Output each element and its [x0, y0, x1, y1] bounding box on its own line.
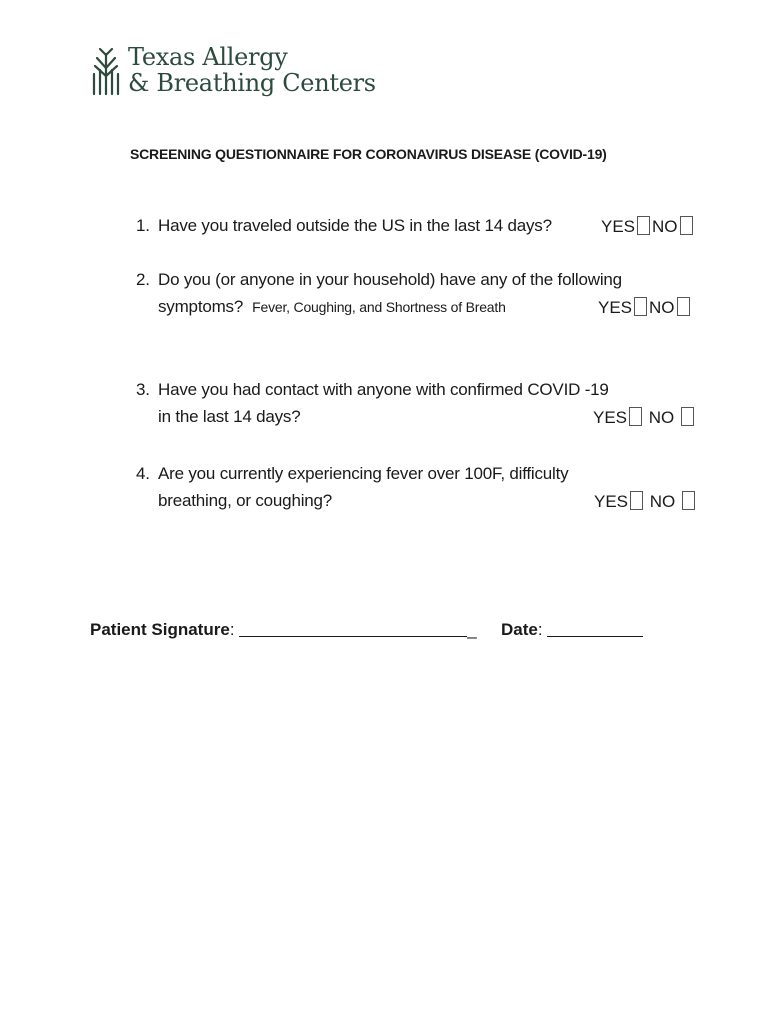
date	[501, 620, 643, 640]
yes-label: YES	[594, 492, 629, 511]
logo-wheat-icon	[90, 46, 122, 96]
question-3-answers	[593, 407, 696, 428]
question-text-line-2: in the last 14 days?	[158, 407, 301, 426]
question-text-line-2	[158, 293, 506, 321]
question-1-answers	[601, 216, 695, 237]
date-label: Date	[501, 620, 538, 639]
logo-line-2: & Breathing Centers	[128, 69, 376, 97]
symptom-list: Fever, Coughing, and Shortness of Breath	[252, 299, 506, 315]
no-checkbox[interactable]	[680, 216, 693, 235]
yes-checkbox[interactable]	[630, 491, 643, 510]
date-line[interactable]	[547, 620, 643, 637]
patient-signature	[90, 620, 477, 640]
question-text: Are you currently experiencing fever over 100F, difficulty	[158, 464, 569, 483]
question-text-line-2: breathing, or coughing?	[158, 491, 333, 510]
no-label: NO	[652, 217, 678, 236]
question-number: 4.	[136, 464, 150, 483]
question-number: 2.	[136, 270, 150, 289]
question-text: Have you had contact with anyone with confirmed COVID -19	[158, 380, 609, 399]
no-label: NO	[649, 298, 675, 317]
yes-label: YES	[601, 217, 636, 236]
yes-label: YES	[593, 408, 628, 427]
question-number: 1.	[136, 216, 150, 235]
no-label: NO	[649, 492, 676, 511]
question-4-answers	[594, 491, 697, 512]
signature-colon: :	[229, 620, 235, 639]
question-text: Have you traveled outside the US in the last 14 days?	[158, 216, 552, 235]
signature-line[interactable]	[239, 620, 467, 637]
question-text-symptoms: symptoms?	[158, 297, 244, 316]
question-number: 3.	[136, 380, 150, 399]
no-checkbox[interactable]	[677, 297, 690, 316]
yes-checkbox[interactable]	[637, 216, 650, 235]
no-label: NO	[648, 408, 675, 427]
yes-checkbox[interactable]	[629, 407, 642, 426]
question-text: Do you (or anyone in your household) have any of the following	[158, 270, 622, 289]
no-checkbox[interactable]	[681, 407, 694, 426]
question-2-answers	[598, 297, 692, 318]
logo-line-1: Texas Allergy	[128, 43, 288, 71]
date-colon: :	[537, 620, 543, 639]
logo-text	[128, 44, 376, 96]
yes-checkbox[interactable]	[634, 297, 647, 316]
signature-label: Patient Signature	[90, 620, 230, 639]
signature-line-end: _	[467, 620, 477, 639]
page-title: SCREENING QUESTIONNAIRE FOR CORONAVIRUS DISEASE (COVID-19)	[130, 146, 607, 162]
yes-label: YES	[598, 298, 633, 317]
no-checkbox[interactable]	[682, 491, 695, 510]
